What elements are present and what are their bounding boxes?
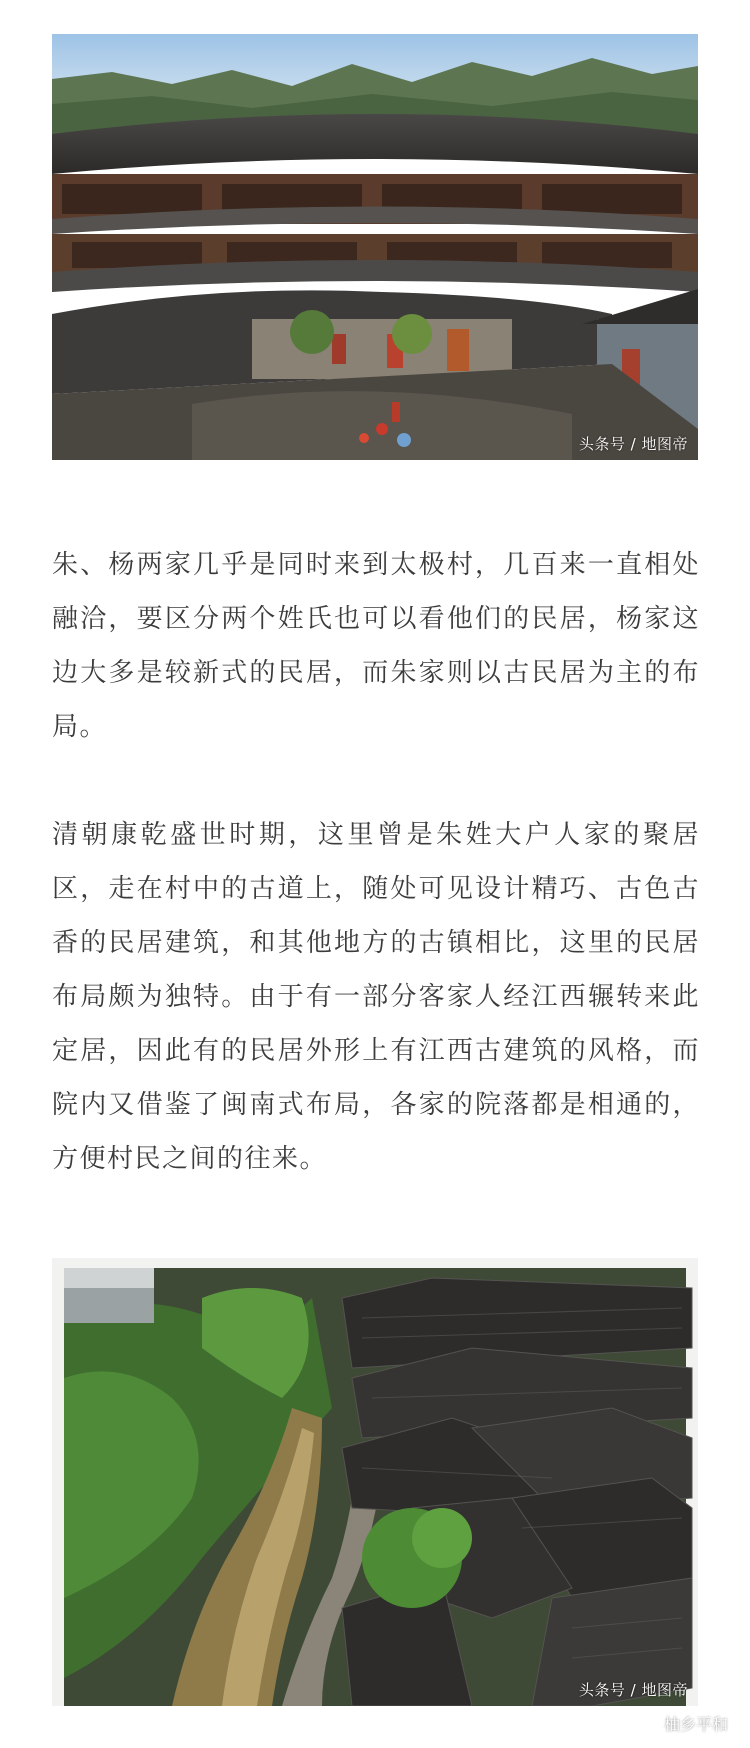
tulou-photo (52, 34, 698, 460)
article-paragraph: 朱、杨两家几乎是同时来到太极村，几百来一直相处融洽，要区分两个姓氏也可以看他们的民居，杨家这边大多是较新式的民居，而朱家则以古民居为主的布局。 (52, 550, 700, 742)
tulou-illustration (52, 34, 698, 460)
village-illustration (52, 1258, 698, 1706)
account-signature[interactable] (634, 1712, 728, 1735)
account-name: 柚乡平和 (663, 1715, 728, 1734)
photo-watermark: 头条号 / 地图帝 (578, 435, 688, 453)
wechat-icon (634, 1714, 658, 1734)
article-paragraph: 清朝康乾盛世时期，这里曾是朱姓大户人家的聚居区，走在村中的古道上，随处可见设计精巧、古色古香的民居建筑，和其他地方的古镇相比，这里的民居布局颇为独特。由于有一部分客家人经江西辗转来此定居，因此有的民居外形上有江西古建筑的风格，而院内又借鉴了闽南式布局，各家的院落都是相通的，方便村民之间的往来。 (52, 820, 700, 1174)
photo-watermark: 头条号 / 地图帝 (578, 1681, 688, 1699)
village-photo (52, 1258, 698, 1706)
